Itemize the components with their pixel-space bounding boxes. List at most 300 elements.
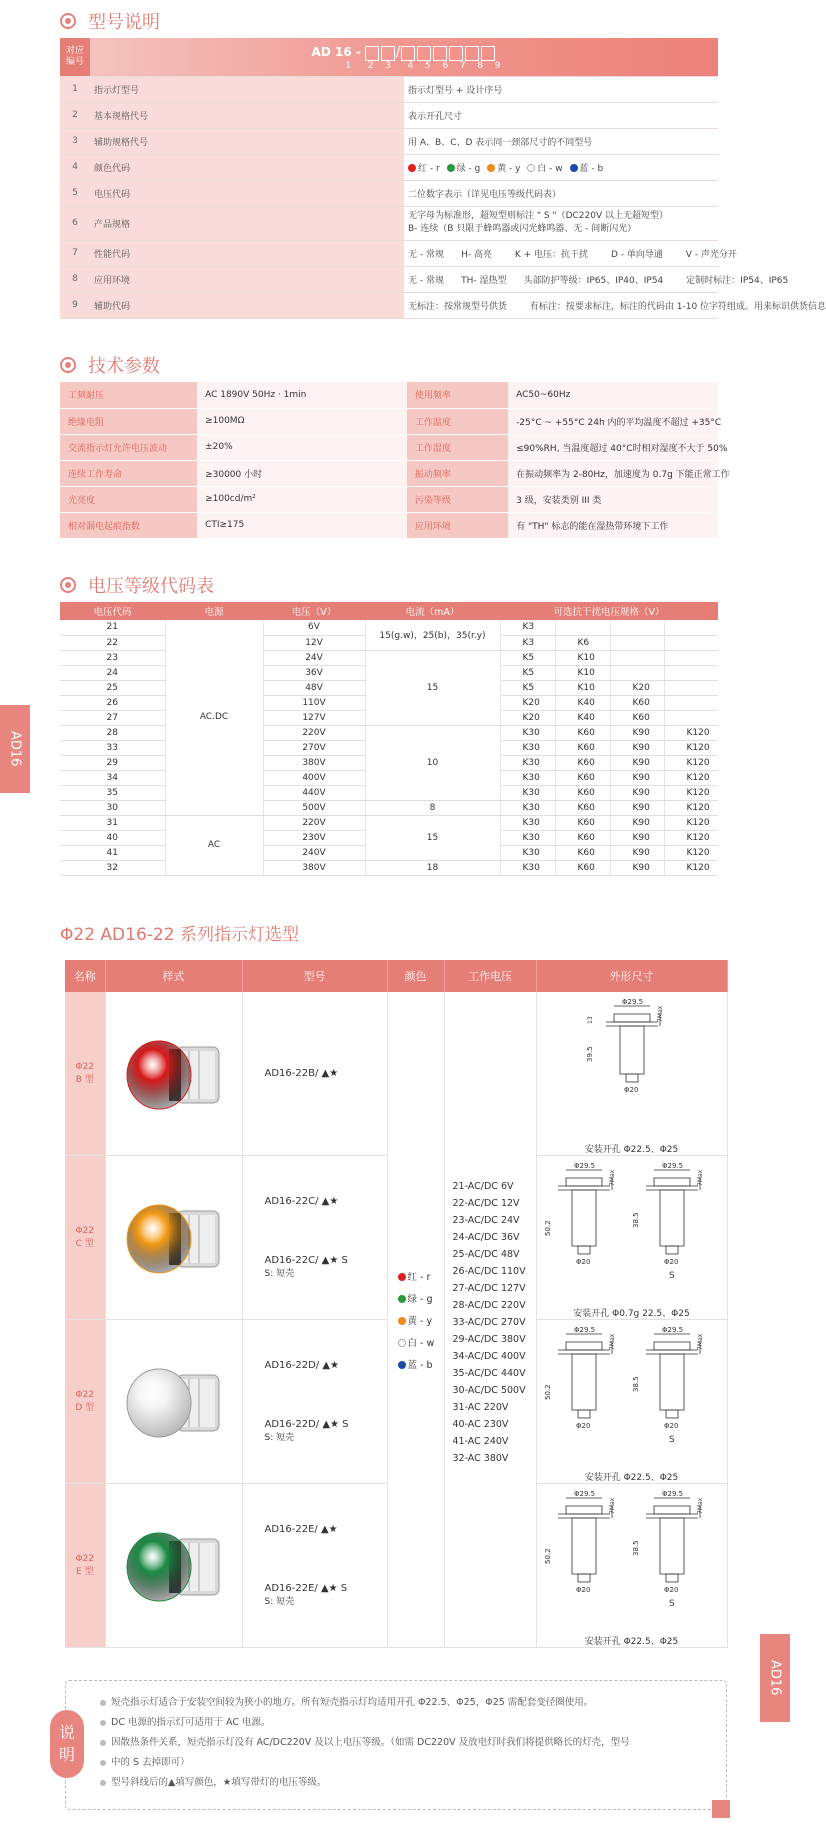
tech-value: AC50~60Hz bbox=[508, 382, 718, 408]
color-label: 红 - r bbox=[418, 163, 440, 174]
color-label: 黄 - y bbox=[497, 163, 521, 174]
k-spec: K120 bbox=[664, 770, 718, 785]
voltage-code: 24 bbox=[60, 665, 165, 680]
k-spec: K30 bbox=[500, 755, 555, 770]
lamp-name: Φ22 C 型 bbox=[65, 1156, 105, 1320]
voltage-header: 可选抗干扰电压规格（V） bbox=[500, 602, 718, 620]
k-spec: K60 bbox=[555, 830, 610, 845]
model-short-note: S: 短壳 bbox=[264, 1269, 295, 1279]
row-num: 7 bbox=[60, 240, 90, 266]
voltage-value: 500V bbox=[263, 800, 365, 815]
voltage-value: 24V bbox=[263, 650, 365, 665]
k-spec: K6 bbox=[555, 635, 610, 650]
tech-value: CTI≥175 bbox=[197, 512, 407, 538]
selection-header: 颜色 bbox=[387, 960, 444, 992]
color-label: 绿 - g bbox=[456, 163, 481, 174]
k-spec: K60 bbox=[610, 710, 664, 725]
voltage-option: 41-AC 240V bbox=[452, 1436, 509, 1447]
red-dot-icon bbox=[408, 164, 416, 172]
tech-value: 有 "TH" 标志的能在湿热带环境下工作 bbox=[508, 512, 718, 538]
svg-text:Φ29.5: Φ29.5 bbox=[661, 1326, 683, 1334]
row-key: 颜色代码 bbox=[90, 154, 404, 180]
k-spec bbox=[664, 635, 718, 650]
dimension-diagram bbox=[537, 1156, 727, 1306]
lamp-style bbox=[105, 992, 242, 1156]
svg-text:Φ29.5: Φ29.5 bbox=[573, 1162, 595, 1170]
voltage-option: 40-AC 230V bbox=[452, 1419, 509, 1430]
tech-value: AC 1890V 50Hz · 1min bbox=[197, 382, 407, 408]
row-num: 8 bbox=[60, 266, 90, 292]
model-short-note: S: 短壳 bbox=[264, 1433, 295, 1443]
voltage-code: 35 bbox=[60, 785, 165, 800]
voltage-option: 25-AC/DC 48V bbox=[452, 1249, 520, 1260]
tech-row bbox=[60, 512, 718, 538]
lamp-model bbox=[242, 1484, 387, 1648]
tech-key: 工作温度 bbox=[407, 408, 508, 434]
svg-text:7Max: 7Max bbox=[696, 1169, 704, 1186]
k-spec: K120 bbox=[664, 725, 718, 740]
voltage-code: 26 bbox=[60, 695, 165, 710]
k-spec: K90 bbox=[610, 860, 664, 875]
voltage-value: 12V bbox=[263, 635, 365, 650]
k-spec: K60 bbox=[555, 860, 610, 875]
current-value: 15 bbox=[365, 650, 500, 725]
tech-row bbox=[60, 408, 718, 434]
voltage-code: 23 bbox=[60, 650, 165, 665]
voltage-header: 电流（mA） bbox=[365, 602, 500, 620]
k-spec: K60 bbox=[555, 845, 610, 860]
svg-text:7Max: 7Max bbox=[608, 1497, 616, 1514]
dimension-drawing bbox=[536, 1320, 727, 1484]
voltage-option: 27-AC/DC 127V bbox=[452, 1283, 526, 1294]
voltage-option: 26-AC/DC 110V bbox=[452, 1266, 526, 1277]
dimension-drawing bbox=[536, 992, 727, 1156]
k-spec bbox=[555, 620, 610, 635]
voltage-code: 28 bbox=[60, 725, 165, 740]
svg-text:38.5: 38.5 bbox=[631, 1212, 640, 1228]
k-spec: K20 bbox=[610, 680, 664, 695]
row-num: 6 bbox=[60, 206, 90, 240]
voltage-table bbox=[60, 602, 718, 876]
voltage-code: 22 bbox=[60, 635, 165, 650]
k-spec: K60 bbox=[555, 770, 610, 785]
notes-badge bbox=[50, 1710, 84, 1778]
voltage-row bbox=[60, 725, 718, 740]
k-spec: K20 bbox=[500, 710, 555, 725]
model-short-note: S: 短壳 bbox=[264, 1597, 295, 1607]
k-spec: K120 bbox=[664, 785, 718, 800]
voltage-code: 29 bbox=[60, 755, 165, 770]
k-spec: K60 bbox=[555, 785, 610, 800]
tech-row bbox=[60, 382, 718, 408]
voltage-option: 30-AC/DC 500V bbox=[452, 1385, 526, 1396]
dimension-diagram bbox=[537, 992, 727, 1142]
k-spec bbox=[610, 665, 664, 680]
indicator-lamp-icon bbox=[119, 1183, 229, 1293]
svg-text:50.2: 50.2 bbox=[543, 1548, 552, 1564]
voltage-value: 380V bbox=[263, 755, 365, 770]
current-value: 8 bbox=[365, 800, 500, 815]
svg-text:Φ29.5: Φ29.5 bbox=[573, 1326, 595, 1334]
k-spec bbox=[664, 710, 718, 725]
row-value: 二位数字表示（详见电压等级代码表） bbox=[404, 180, 718, 206]
k-spec: K40 bbox=[555, 710, 610, 725]
selection-row bbox=[65, 992, 727, 1156]
voltage-option: 28-AC/DC 220V bbox=[452, 1300, 526, 1311]
lamp-style bbox=[105, 1484, 242, 1648]
k-spec: K30 bbox=[500, 830, 555, 845]
k-spec: K90 bbox=[610, 725, 664, 740]
k-spec bbox=[664, 665, 718, 680]
indicator-lamp-icon bbox=[119, 1511, 229, 1621]
blue-dot-icon bbox=[570, 164, 578, 172]
note-item: 短壳指示灯适合于安装空间较为狭小的地方。所有短壳指示灯均适用开孔 Φ22.5、Φ25，Φ25 需配套变径圈使用。 bbox=[111, 1693, 716, 1713]
voltage-option: 34-AC/DC 400V bbox=[452, 1351, 526, 1362]
color-dot-icon bbox=[398, 1273, 406, 1281]
k-spec: K5 bbox=[500, 680, 555, 695]
circle-icon bbox=[60, 13, 76, 29]
svg-text:Φ20: Φ20 bbox=[575, 1422, 590, 1430]
svg-text:7Max: 7Max bbox=[656, 1005, 664, 1022]
k-spec: K120 bbox=[664, 740, 718, 755]
voltage-value: 220V bbox=[263, 815, 365, 830]
lamp-model bbox=[242, 1320, 387, 1484]
current-value: 18 bbox=[365, 860, 500, 875]
voltage-header: 电压（V） bbox=[263, 602, 365, 620]
voltage-option: 33-AC/DC 270V bbox=[452, 1317, 526, 1328]
voltage-option: 35-AC/DC 440V bbox=[452, 1368, 526, 1379]
voltage-header: 电源 bbox=[165, 602, 263, 620]
k-spec: K60 bbox=[555, 755, 610, 770]
notes-box bbox=[65, 1680, 727, 1810]
svg-text:S: S bbox=[668, 1599, 675, 1609]
k-spec bbox=[664, 680, 718, 695]
section-model-heading: 型号说明 bbox=[60, 8, 160, 34]
voltage-option: 21-AC/DC 6V bbox=[452, 1181, 514, 1192]
voltage-value: 36V bbox=[263, 665, 365, 680]
voltage-row bbox=[60, 800, 718, 815]
note-item: DC 电源的指示灯可适用于 AC 电源。 bbox=[111, 1713, 716, 1733]
row-value: 无 - 常规 H- 高亮 K + 电压：抗干扰 D - 单向导通 V - 声光分开 bbox=[404, 240, 718, 266]
section-tech-heading: 技术参数 bbox=[60, 352, 160, 378]
color-option: 白 - w bbox=[398, 1335, 444, 1349]
svg-text:Φ20: Φ20 bbox=[663, 1422, 678, 1430]
k-spec bbox=[610, 620, 664, 635]
svg-text:38.5: 38.5 bbox=[631, 1540, 640, 1556]
voltage-value: 48V bbox=[263, 680, 365, 695]
row-num: 9 bbox=[60, 292, 90, 318]
voltage-code: 30 bbox=[60, 800, 165, 815]
row-num: 3 bbox=[60, 128, 90, 154]
svg-text:Φ29.5: Φ29.5 bbox=[573, 1490, 595, 1498]
mounting-hole-caption: 安装开孔 Φ0.7g 22.5、Φ25 bbox=[573, 1309, 690, 1319]
tech-key: 应用环境 bbox=[407, 512, 508, 538]
k-spec: K10 bbox=[555, 650, 610, 665]
k-spec: K40 bbox=[555, 695, 610, 710]
k-spec: K5 bbox=[500, 650, 555, 665]
k-spec bbox=[664, 620, 718, 635]
color-label: 白 - w bbox=[537, 163, 563, 174]
selection-header: 外形尺寸 bbox=[536, 960, 727, 992]
row-value: 无标注：按常规型号供货 有标注：按要求标注，标注的代码由 1-10 位字符组成。用来标识供货信息 bbox=[404, 292, 718, 318]
lamp-model bbox=[242, 1156, 387, 1320]
k-spec: K120 bbox=[664, 845, 718, 860]
svg-text:Φ20: Φ20 bbox=[575, 1258, 590, 1266]
white-dot-icon bbox=[527, 164, 535, 172]
svg-text:Φ20: Φ20 bbox=[575, 1586, 590, 1594]
row-num: 4 bbox=[60, 154, 90, 180]
note-item: 型号斜线后的▲填写颜色，★填写带灯的电压等级。 bbox=[111, 1773, 716, 1793]
voltage-value: 6V bbox=[263, 620, 365, 635]
model-head-code: AD 16 - / 1 2 3 4 5 6 7 8 9 bbox=[90, 38, 718, 76]
tech-row bbox=[60, 486, 718, 512]
k-spec: K90 bbox=[610, 785, 664, 800]
row-key: 基本规格代号 bbox=[90, 102, 404, 128]
section-voltage-heading: 电压等级代码表 bbox=[60, 572, 214, 598]
color-option: 蓝 - b bbox=[398, 1357, 444, 1371]
voltage-value: 380V bbox=[263, 860, 365, 875]
row-num: 5 bbox=[60, 180, 90, 206]
tech-key: 工频耐压 bbox=[60, 382, 197, 408]
color-dot-icon bbox=[398, 1295, 406, 1303]
selection-header: 名称 bbox=[65, 960, 105, 992]
current-value: 15(g.w)，25(b)，35(r.y) bbox=[365, 620, 500, 650]
source-ac: AC bbox=[165, 815, 263, 875]
selection-table bbox=[65, 960, 728, 1648]
model-code: AD16-22E/ ▲★ bbox=[264, 1524, 338, 1535]
svg-text:Φ29.5: Φ29.5 bbox=[621, 998, 643, 1006]
lamp-model bbox=[242, 992, 387, 1156]
k-spec: K10 bbox=[555, 680, 610, 695]
row-key: 辅助规格代号 bbox=[90, 128, 404, 154]
selection-header: 样式 bbox=[105, 960, 242, 992]
voltage-option: 31-AC 220V bbox=[452, 1402, 509, 1413]
color-dot-icon bbox=[398, 1361, 406, 1369]
row-key: 辅助代码 bbox=[90, 292, 404, 318]
voltage-option: 23-AC/DC 24V bbox=[452, 1215, 520, 1226]
k-spec bbox=[664, 695, 718, 710]
indicator-lamp-icon bbox=[119, 1347, 229, 1457]
model-head-left: 对应编号 bbox=[60, 38, 90, 76]
model-code-short: AD16-22C/ ▲★ S bbox=[264, 1255, 348, 1266]
k-spec: K20 bbox=[500, 695, 555, 710]
color-option: 黄 - y bbox=[398, 1313, 444, 1327]
tech-value: ≥100cd/m² bbox=[197, 486, 407, 512]
note-item-continued: 中的 S 去掉即可） bbox=[111, 1753, 716, 1773]
k-spec: K30 bbox=[500, 725, 555, 740]
row-key: 性能代码 bbox=[90, 240, 404, 266]
model-code: AD16-22B/ ▲★ bbox=[264, 1068, 339, 1079]
row-value bbox=[404, 206, 718, 240]
voltage-code: 34 bbox=[60, 770, 165, 785]
tech-key: 工作湿度 bbox=[407, 434, 508, 460]
svg-text:7Max: 7Max bbox=[608, 1169, 616, 1186]
voltage-value: 127V bbox=[263, 710, 365, 725]
mounting-hole-caption: 安装开孔 Φ22.5、Φ25 bbox=[584, 1637, 679, 1647]
svg-text:S: S bbox=[668, 1435, 675, 1445]
voltage-row bbox=[60, 815, 718, 830]
voltage-option: 22-AC/DC 12V bbox=[452, 1198, 520, 1209]
side-tab-left: AD16 bbox=[0, 705, 30, 793]
lamp-style bbox=[105, 1320, 242, 1484]
voltage-value: 220V bbox=[263, 725, 365, 740]
model-digits: 1 2 3 4 5 6 7 8 9 bbox=[345, 61, 503, 72]
mounting-hole-caption: 安装开孔 Φ22.5、Φ25 bbox=[584, 1473, 679, 1483]
k-spec: K120 bbox=[664, 815, 718, 830]
selection-header: 工作电压 bbox=[444, 960, 536, 992]
k-spec: K90 bbox=[610, 770, 664, 785]
green-dot-icon bbox=[447, 164, 455, 172]
row-value-line2: B- 连续（B 只限于蜂鸣器或闪光蜂鸣器、无 - 间断闪光） bbox=[408, 224, 637, 234]
circle-icon bbox=[60, 577, 76, 593]
k-spec: K120 bbox=[664, 860, 718, 875]
selection-header: 型号 bbox=[242, 960, 387, 992]
dimension-diagram bbox=[537, 1320, 727, 1470]
voltage-option: 32-AC 380V bbox=[452, 1453, 509, 1464]
k-spec: K60 bbox=[555, 740, 610, 755]
tech-value: ±20% bbox=[197, 434, 407, 460]
k-spec: K10 bbox=[555, 665, 610, 680]
svg-text:7Max: 7Max bbox=[608, 1333, 616, 1350]
k-spec bbox=[610, 635, 664, 650]
k-spec: K30 bbox=[500, 740, 555, 755]
k-spec: K120 bbox=[664, 755, 718, 770]
model-code-short: AD16-22D/ ▲★ S bbox=[264, 1419, 349, 1430]
k-spec: K30 bbox=[500, 815, 555, 830]
lamp-name: Φ22 D 型 bbox=[65, 1320, 105, 1484]
voltage-value: 270V bbox=[263, 740, 365, 755]
source-acdc: AC.DC bbox=[165, 620, 263, 815]
k-spec bbox=[610, 650, 664, 665]
row-value: 用 A、B、C、D 表示同一颈部尺寸的不同型号 bbox=[404, 128, 718, 154]
voltage-row bbox=[60, 860, 718, 875]
k-spec: K90 bbox=[610, 800, 664, 815]
mounting-hole-caption: 安装开孔 Φ22.5、Φ25 bbox=[584, 1145, 679, 1155]
color-options bbox=[387, 992, 444, 1648]
voltage-options bbox=[444, 992, 536, 1648]
k-spec: K90 bbox=[610, 755, 664, 770]
voltage-code: 21 bbox=[60, 620, 165, 635]
k-spec: K30 bbox=[500, 770, 555, 785]
voltage-row bbox=[60, 620, 718, 635]
voltage-value: 240V bbox=[263, 845, 365, 860]
voltage-code: 25 bbox=[60, 680, 165, 695]
voltage-option: 29-AC/DC 380V bbox=[452, 1334, 526, 1345]
tech-key: 光亮度 bbox=[60, 486, 197, 512]
svg-text:7Max: 7Max bbox=[696, 1333, 704, 1350]
tech-row bbox=[60, 434, 718, 460]
tech-key: 连续工作寿命 bbox=[60, 460, 197, 486]
row-key: 指示灯型号 bbox=[90, 76, 404, 102]
tech-key: 污染等级 bbox=[407, 486, 508, 512]
color-codes bbox=[404, 154, 718, 180]
voltage-row bbox=[60, 650, 718, 665]
voltage-value: 230V bbox=[263, 830, 365, 845]
voltage-code: 31 bbox=[60, 815, 165, 830]
color-dot-icon bbox=[398, 1317, 406, 1325]
tech-value: 3 级，安装类别 III 类 bbox=[508, 486, 718, 512]
k-spec: K90 bbox=[610, 845, 664, 860]
svg-text:S: S bbox=[668, 1271, 675, 1281]
row-value: 表示开孔尺寸 bbox=[404, 102, 718, 128]
row-key: 产品规格 bbox=[90, 206, 404, 240]
dimension-diagram bbox=[537, 1484, 727, 1634]
k-spec: K3 bbox=[500, 620, 555, 635]
corner-block bbox=[712, 1800, 730, 1818]
voltage-code: 27 bbox=[60, 710, 165, 725]
tech-key: 相对漏电起痕指数 bbox=[60, 512, 197, 538]
yellow-dot-icon bbox=[487, 164, 495, 172]
tech-value: ≤90%RH, 当温度超过 40°C时相对湿度不大于 50% bbox=[508, 434, 718, 460]
svg-text:Φ20: Φ20 bbox=[623, 1086, 638, 1094]
row-num: 2 bbox=[60, 102, 90, 128]
model-prefix: AD 16 - bbox=[311, 45, 361, 60]
current-value: 15 bbox=[365, 815, 500, 860]
color-option: 绿 - g bbox=[398, 1291, 444, 1305]
svg-text:50.2: 50.2 bbox=[543, 1220, 552, 1236]
voltage-value: 110V bbox=[263, 695, 365, 710]
model-code: AD16-22C/ ▲★ bbox=[264, 1196, 339, 1207]
lamp-style bbox=[105, 1156, 242, 1320]
model-code: AD16-22D/ ▲★ bbox=[264, 1360, 340, 1371]
dimension-drawing bbox=[536, 1484, 727, 1648]
tech-row bbox=[60, 460, 718, 486]
notes-badge-char: 说 bbox=[58, 1723, 75, 1742]
k-spec: K3 bbox=[500, 635, 555, 650]
voltage-code: 33 bbox=[60, 740, 165, 755]
svg-text:Φ20: Φ20 bbox=[663, 1258, 678, 1266]
k-spec: K90 bbox=[610, 830, 664, 845]
row-num: 1 bbox=[60, 76, 90, 102]
tech-key: 振动频率 bbox=[407, 460, 508, 486]
svg-text:7Max: 7Max bbox=[696, 1497, 704, 1514]
k-spec: K30 bbox=[500, 785, 555, 800]
tech-table bbox=[60, 382, 730, 539]
side-tab-right: AD16 bbox=[760, 1634, 790, 1722]
section-selection-heading: Φ22 AD16-22 系列指示灯选型 bbox=[60, 925, 299, 945]
svg-text:13: 13 bbox=[586, 1016, 594, 1024]
voltage-option: 24-AC/DC 36V bbox=[452, 1232, 520, 1243]
k-spec bbox=[664, 650, 718, 665]
model-code-short: AD16-22E/ ▲★ S bbox=[264, 1583, 348, 1594]
circle-icon bbox=[60, 357, 76, 373]
k-spec: K5 bbox=[500, 665, 555, 680]
current-value: 10 bbox=[365, 725, 500, 800]
svg-text:50.2: 50.2 bbox=[543, 1384, 552, 1400]
row-value: 无 - 常规 TH- 湿热型 头部防护等级：IP65、IP40、IP54 定制时标注：IP54、IP65 bbox=[404, 266, 718, 292]
color-label: 蓝 - b bbox=[579, 163, 604, 174]
k-spec: K30 bbox=[500, 860, 555, 875]
k-spec: K30 bbox=[500, 800, 555, 815]
row-value: 指示灯型号 + 设计序号 bbox=[404, 76, 718, 102]
model-table bbox=[60, 38, 826, 319]
color-dot-icon bbox=[398, 1339, 406, 1347]
tech-value: ≥100MΩ bbox=[197, 408, 407, 434]
voltage-code: 41 bbox=[60, 845, 165, 860]
tech-key: 交流指示灯允许电压波动 bbox=[60, 434, 197, 460]
indicator-lamp-icon bbox=[119, 1019, 229, 1129]
voltage-header: 电压代码 bbox=[60, 602, 165, 620]
tech-key: 使用频率 bbox=[407, 382, 508, 408]
svg-text:39.5: 39.5 bbox=[585, 1046, 594, 1062]
tech-value: ≥30000 小时 bbox=[197, 460, 407, 486]
tech-value: -25°C ~ +55°C 24h 内的平均温度不超过 +35°C bbox=[508, 408, 718, 434]
voltage-value: 400V bbox=[263, 770, 365, 785]
k-spec: K90 bbox=[610, 815, 664, 830]
row-value-line1: 无字母为标准形，超短型则标注 " S "（DC220V 以上无超短型） bbox=[408, 211, 668, 221]
k-spec: K60 bbox=[610, 695, 664, 710]
k-spec: K60 bbox=[555, 800, 610, 815]
